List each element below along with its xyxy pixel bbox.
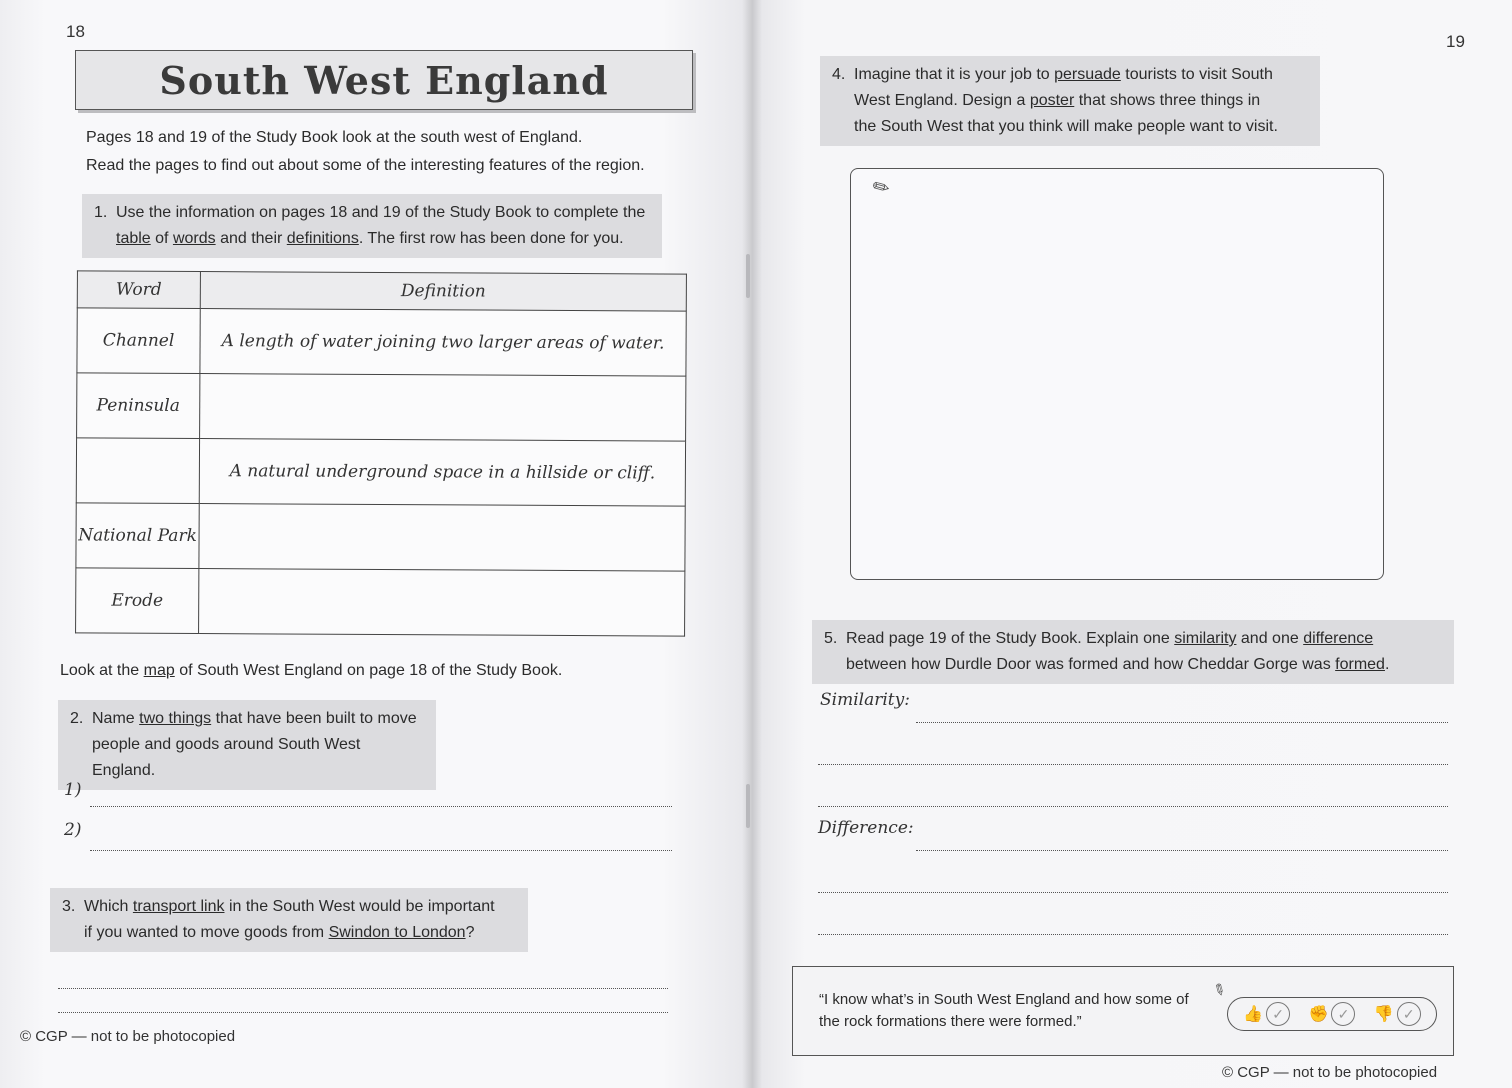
definition-cell: A natural underground space in a hillside or cliff. (199, 439, 685, 507)
difference-label: Difference: (818, 818, 914, 838)
question-text: . The first row has been done for you. (358, 230, 624, 247)
keyword-similarity: similarity (1174, 630, 1237, 647)
word-cell-blank[interactable] (76, 438, 199, 504)
table-header-word: Word (77, 271, 200, 309)
keyword-definitions: definitions (286, 230, 359, 247)
question-text: people and goods around South West England. (92, 736, 361, 779)
table-row (77, 308, 686, 376)
self-assessment-box (792, 966, 1454, 1056)
answer-line-1[interactable] (90, 806, 672, 807)
question-text: ? (465, 924, 475, 941)
question-text: Name (92, 710, 140, 727)
question-text: that have been built to move (211, 710, 417, 727)
question-text: the South West that you think will make people want to visit. (854, 118, 1278, 135)
answer-label-2: 2) (64, 820, 82, 840)
question-1 (82, 194, 662, 258)
similarity-label: Similarity: (820, 690, 910, 710)
question-text: of (150, 230, 173, 247)
question-3 (50, 888, 528, 952)
difference-line-2[interactable] (818, 892, 1448, 893)
keyword-poster: poster (1029, 92, 1075, 109)
answer-line-2[interactable] (90, 850, 672, 851)
rating-option-good[interactable] (1243, 1002, 1290, 1026)
map-instruction (60, 662, 562, 680)
keyword-swindon-to-london: Swindon to London (328, 924, 466, 941)
question-4 (820, 56, 1320, 146)
definition-cell-blank[interactable] (199, 504, 685, 572)
definition-cell: A length of water joining two larger areas of water. (200, 309, 686, 377)
question-text: West England. Design a (854, 92, 1030, 109)
question-text: in the South West would be important (224, 898, 495, 915)
keyword-two-things: two things (139, 710, 212, 727)
left-page (0, 0, 752, 1088)
question-text: Use the information on pages 18 and 19 of the Study Book to complete the (116, 204, 646, 221)
table-row (77, 373, 686, 441)
copyright-footer: © CGP — not to be photocopied (20, 1028, 236, 1045)
question-number: 4. (832, 66, 846, 83)
question-text: . (1384, 656, 1390, 673)
thumbs-up-icon: 👍 (1243, 1006, 1264, 1023)
pencil-icon: ✎ (1209, 979, 1229, 1001)
similarity-line-2[interactable] (818, 764, 1448, 765)
staple (746, 784, 750, 828)
rating-circle[interactable]: ✓ (1266, 1002, 1290, 1026)
difference-line-1[interactable] (916, 850, 1448, 851)
keyword-table: table (116, 230, 151, 247)
page-number: 18 (66, 22, 85, 41)
word-cell: National Park (76, 503, 199, 569)
staple (746, 254, 750, 298)
question-text: and one (1236, 630, 1304, 647)
instruction-text: Look at the (60, 662, 144, 679)
word-cell: Erode (76, 568, 199, 634)
keyword-transport-link: transport link (132, 898, 225, 915)
instruction-text: of South West England on page 18 of the Study Book. (174, 662, 563, 679)
question-text: between how Durdle Door was formed and how Cheddar Gorge was (846, 656, 1336, 673)
poster-drawing-area[interactable] (850, 168, 1384, 580)
difference-line-3[interactable] (818, 934, 1448, 935)
table-row (76, 503, 685, 571)
word-cell: Peninsula (77, 373, 200, 439)
similarity-line-1[interactable] (916, 722, 1448, 723)
intro-line-2: Read the pages to find out about some of the interesting features of the region. (86, 157, 645, 174)
definition-cell-blank[interactable] (200, 374, 686, 442)
question-5 (812, 620, 1454, 684)
question-number: 2. (70, 710, 84, 727)
thumbs-sideways-icon: ✊ (1308, 1006, 1329, 1023)
self-rating (1227, 997, 1437, 1031)
definition-cell-blank[interactable] (199, 569, 685, 637)
question-text: tourists to visit South (1120, 66, 1273, 83)
rating-circle[interactable]: ✓ (1331, 1002, 1355, 1026)
keyword-difference: difference (1303, 630, 1374, 647)
answer-label-1: 1) (64, 780, 82, 800)
page-number: 19 (1446, 32, 1465, 51)
table-header-definition: Definition (200, 272, 686, 312)
book-spine (742, 0, 762, 1088)
question-text: Imagine that it is your job to (854, 66, 1055, 83)
page-title: South West England (159, 57, 609, 103)
learning-statement: “I know what’s in South West England and how some of the rock formations there were formed.” (819, 991, 1189, 1030)
intro-text (86, 124, 686, 180)
table-row (76, 438, 685, 506)
question-text: Read page 19 of the Study Book. Explain one (846, 630, 1175, 647)
intro-line-1: Pages 18 and 19 of the Study Book look at the south west of England. (86, 129, 583, 146)
rating-option-poor[interactable] (1374, 1002, 1421, 1026)
question-number: 5. (824, 630, 838, 647)
thumbs-down-icon: 👎 (1373, 1006, 1394, 1023)
copyright-footer: © CGP — not to be photocopied (1222, 1064, 1438, 1081)
table-row (76, 568, 685, 636)
question-text: and their (215, 230, 287, 247)
page-title-box (75, 50, 693, 110)
question-number: 1. (94, 204, 108, 221)
keyword-persuade: persuade (1054, 66, 1121, 83)
rating-option-ok[interactable] (1309, 1002, 1356, 1026)
question-2 (58, 700, 436, 790)
keyword-map: map (143, 662, 175, 679)
question-number: 3. (62, 898, 76, 915)
answer-line-3[interactable] (58, 988, 668, 989)
similarity-line-3[interactable] (818, 806, 1448, 807)
keyword-formed: formed (1335, 656, 1385, 673)
question-text: that shows three things in (1074, 92, 1261, 109)
word-cell: Channel (77, 308, 200, 374)
question-text: if you wanted to move goods from (84, 924, 329, 941)
keyword-words: words (172, 230, 216, 247)
word-definition-table (75, 270, 687, 636)
pencil-icon: ✎ (868, 174, 895, 202)
question-text: Which (84, 898, 133, 915)
answer-line-4[interactable] (58, 1012, 668, 1013)
rating-circle[interactable]: ✓ (1397, 1002, 1421, 1026)
